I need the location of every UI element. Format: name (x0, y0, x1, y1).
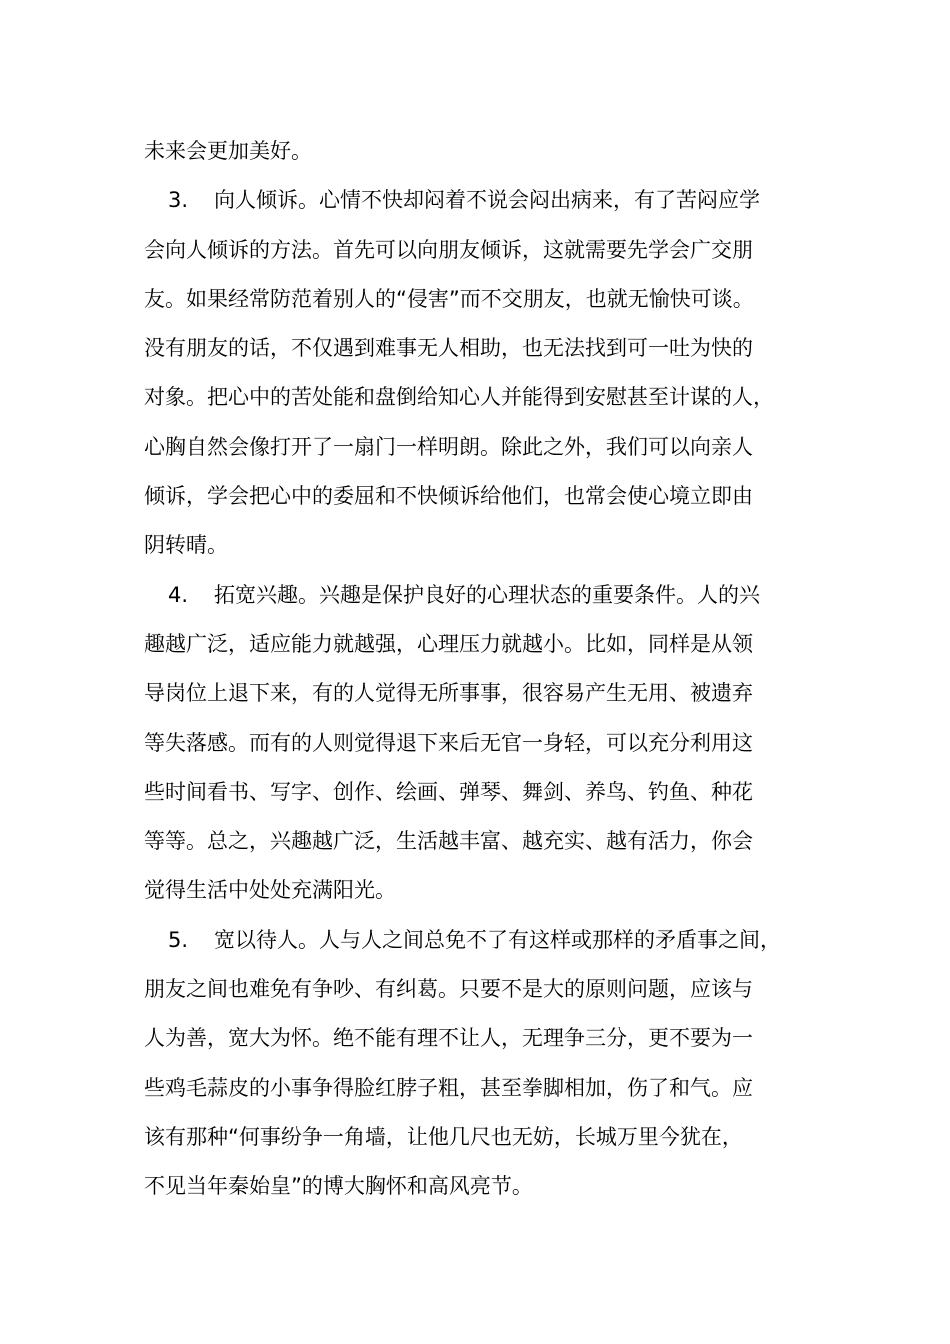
paragraph-line: 朋友之间也难免有争吵、有纠葛。只要不是大的原则问题，应该与 (144, 977, 753, 1002)
paragraph-line: 未来会更加美好。 (144, 139, 312, 163)
section-heading-line (144, 916, 834, 965)
paragraph-line: 对象。把心中的苦处能和盘倒给知心人并能得到安慰甚至计谋的人， (144, 385, 774, 410)
paragraph-line: 人为善，宽大为怀。绝不能有理不让人，无理争三分，更不要为一 (144, 1026, 753, 1051)
paragraph-line: 觉得生活中处处充满阳光。 (144, 878, 396, 903)
paragraph-line: 宽以待人。人与人之间总免不了有这样或那样的矛盾事之间， (214, 927, 781, 952)
paragraph-line: 拓宽兴趣。兴趣是保护良好的心理状态的重要条件。人的兴 (214, 582, 760, 607)
paragraph-line: 些时间看书、写字、创作、绘画、弹琴、舞剑、养鸟、钓鱼、种花 (144, 779, 753, 804)
paragraph-line: 向人倾诉。心情不快却闷着不说会闷出病来，有了苦闷应学 (214, 188, 760, 213)
paragraph-line: 些鸡毛蒜皮的小事争得脸红脖子粗，甚至拳脚相加，伤了和气。应 (144, 1075, 753, 1100)
paragraph-line: 心胸自然会像打开了一扇门一样明朗。除此之外，我们可以向亲人 (144, 434, 753, 459)
paragraph-line: 该有那种“何事纷争一角墙，让他几尺也无妨，长城万里今犹在， (144, 1124, 743, 1149)
paragraph-line: 导岗位上退下来，有的人觉得无所事事，很容易产生无用、被遗弃 (144, 681, 753, 706)
paragraph-line: 没有朋友的话，不仅遇到难事无人相助，也无法找到可一吐为快的 (144, 336, 753, 361)
paragraph-line: 趣越广泛，适应能力就越强，心理压力就越小。比如，同样是从领 (144, 631, 753, 656)
section-number: 5. (168, 927, 189, 952)
paragraph-line: 友。如果经常防范着别人的“侵害”而不交朋友，也就无愉快可谈。 (144, 286, 754, 311)
document-body (144, 127, 834, 1212)
section-heading-line (144, 571, 834, 620)
paragraph-line: 等失落感。而有的人则觉得退下来后无官一身轻，可以充分利用这 (144, 730, 753, 755)
section-number: 4. (168, 582, 189, 607)
paragraph-line: 不见当年秦始皇”的博大胸怀和高风亮节。 (144, 1174, 533, 1199)
section-number: 3. (168, 188, 189, 213)
paragraph-line: 倾诉，学会把心中的委屈和不快倾诉给他们，也常会使心境立即由 (144, 484, 753, 509)
section-heading-line (144, 176, 834, 225)
paragraph-line: 阴转晴。 (144, 533, 228, 558)
paragraph-line: 等等。总之，兴趣越广泛，生活越丰富、越充实、越有活力，你会 (144, 829, 753, 854)
paragraph-line: 会向人倾诉的方法。首先可以向朋友倾诉，这就需要先学会广交朋 (144, 237, 753, 262)
